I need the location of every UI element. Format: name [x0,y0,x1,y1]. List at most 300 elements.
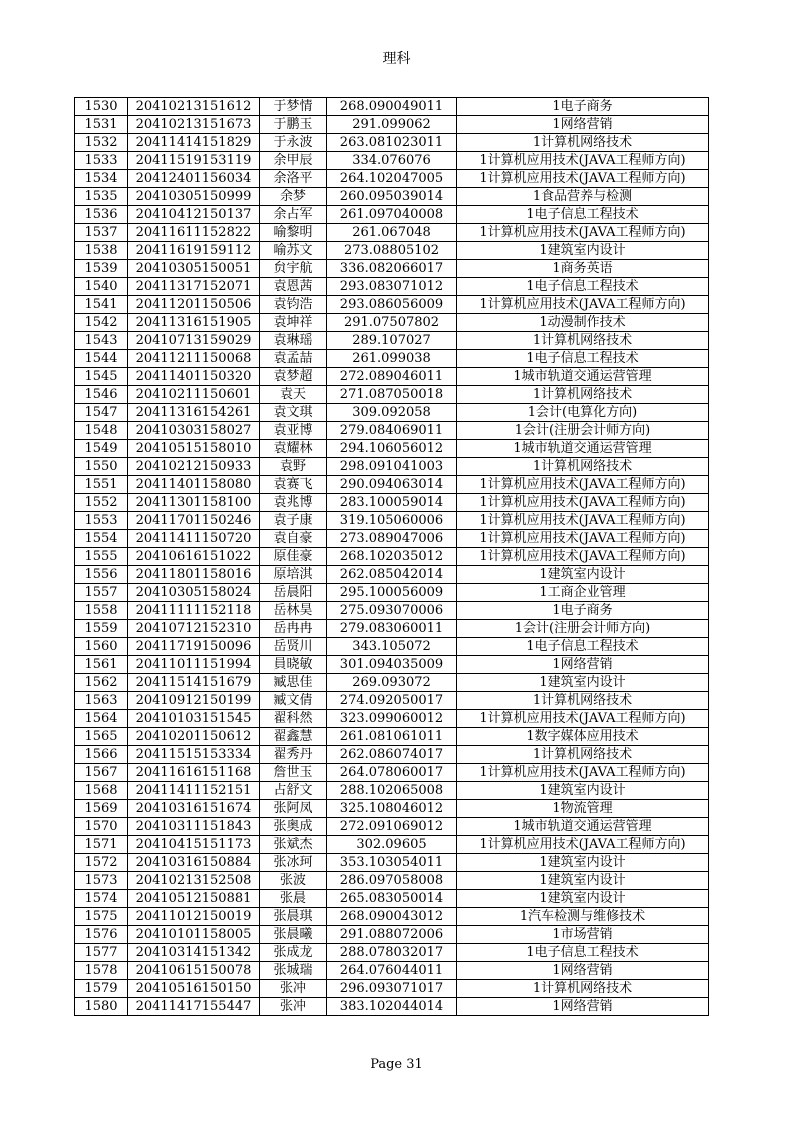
major-cell: 1计算机网络技术 [457,692,709,710]
score-cell: 265.083050014 [327,890,457,908]
table-row [75,152,709,170]
table-row [75,242,709,260]
row-number-cell: 1535 [75,188,128,206]
major-cell: 1计算机应用技术(JAVA工程师方向) [457,530,709,548]
major-cell: 1建筑室内设计 [457,872,709,890]
table-row [75,170,709,188]
exam-id-cell: 20411316154261 [128,404,260,422]
row-number-cell: 1570 [75,818,128,836]
student-name-cell: 张晨琪 [260,908,327,926]
table-row [75,98,709,116]
row-number-cell: 1543 [75,332,128,350]
major-cell: 1电子信息工程技术 [457,944,709,962]
major-cell: 1计算机网络技术 [457,134,709,152]
row-number-cell: 1571 [75,836,128,854]
exam-id-cell: 20411401158080 [128,476,260,494]
major-cell: 1商务英语 [457,260,709,278]
exam-id-cell: 20410412150137 [128,206,260,224]
student-name-cell: 袁琳瑶 [260,332,327,350]
row-number-cell: 1568 [75,782,128,800]
student-name-cell: 袁梦超 [260,368,327,386]
score-cell: 283.100059014 [327,494,457,512]
student-name-cell: 张冲 [260,980,327,998]
table-row [75,440,709,458]
score-cell: 271.087050018 [327,386,457,404]
exam-id-cell: 20410305158024 [128,584,260,602]
table-row [75,422,709,440]
row-number-cell: 1555 [75,548,128,566]
exam-id-cell: 20410912150199 [128,692,260,710]
table-row [75,566,709,584]
score-cell: 261.081061011 [327,728,457,746]
student-name-cell: 张成龙 [260,944,327,962]
score-cell: 334.076076 [327,152,457,170]
major-cell: 1计算机应用技术(JAVA工程师方向) [457,494,709,512]
student-name-cell: 张阿凤 [260,800,327,818]
major-cell: 1会计(注册会计师方向) [457,422,709,440]
table-row [75,278,709,296]
table-row [75,710,709,728]
student-name-cell: 翟鑫慧 [260,728,327,746]
score-cell: 290.094063014 [327,476,457,494]
exam-id-cell: 20410201150612 [128,728,260,746]
student-name-cell: 余甲辰 [260,152,327,170]
major-cell: 1计算机网络技术 [457,458,709,476]
major-cell: 1建筑室内设计 [457,890,709,908]
score-cell: 261.097040008 [327,206,457,224]
score-cell: 268.102035012 [327,548,457,566]
score-cell: 263.081023011 [327,134,457,152]
exam-id-cell: 20411111152118 [128,602,260,620]
score-cell: 268.090049011 [327,98,457,116]
exam-id-cell: 20411701150246 [128,512,260,530]
major-cell: 1电子商务 [457,602,709,620]
table-row [75,314,709,332]
table-row [75,224,709,242]
student-name-cell: 臧文倩 [260,692,327,710]
exam-id-cell: 20410712152310 [128,620,260,638]
score-cell: 269.093072 [327,674,457,692]
exam-id-cell: 20410305150999 [128,188,260,206]
row-number-cell: 1553 [75,512,128,530]
major-cell: 1计算机网络技术 [457,332,709,350]
major-cell: 1建筑室内设计 [457,242,709,260]
results-table [74,97,709,1016]
exam-id-cell: 20410213152508 [128,872,260,890]
row-number-cell: 1554 [75,530,128,548]
score-cell: 293.086056009 [327,296,457,314]
table-row [75,494,709,512]
exam-id-cell: 20410512150881 [128,890,260,908]
table-row [75,764,709,782]
major-cell: 1电子商务 [457,98,709,116]
major-cell: 1计算机应用技术(JAVA工程师方向) [457,296,709,314]
row-number-cell: 1566 [75,746,128,764]
table-row [75,638,709,656]
table-row [75,206,709,224]
student-name-cell: 袁耀林 [260,440,327,458]
page-number: Page 31 [370,1057,423,1072]
major-cell: 1城市轨道交通运营管理 [457,368,709,386]
exam-id-cell: 20410303158027 [128,422,260,440]
student-name-cell: 岳晨阳 [260,584,327,602]
row-number-cell: 1564 [75,710,128,728]
score-cell: 286.097058008 [327,872,457,890]
student-name-cell: 于永波 [260,134,327,152]
score-cell: 291.088072006 [327,926,457,944]
score-cell: 274.092050017 [327,692,457,710]
exam-id-cell: 20411211150068 [128,350,260,368]
student-name-cell: 袁孟喆 [260,350,327,368]
student-name-cell: 张冲 [260,998,327,1016]
table-row [75,332,709,350]
table-row [75,134,709,152]
major-cell: 1计算机应用技术(JAVA工程师方向) [457,170,709,188]
row-number-cell: 1550 [75,458,128,476]
score-cell: 289.107027 [327,332,457,350]
student-name-cell: 张晨 [260,890,327,908]
score-cell: 301.094035009 [327,656,457,674]
score-cell: 291.07507802 [327,314,457,332]
exam-id-cell: 20410316151674 [128,800,260,818]
table-row [75,890,709,908]
major-cell: 1会计(注册会计师方向) [457,620,709,638]
exam-id-cell: 20410615150078 [128,962,260,980]
table-row [75,782,709,800]
table-row [75,998,709,1016]
student-name-cell: 占舒文 [260,782,327,800]
student-name-cell: 翟科然 [260,710,327,728]
major-cell: 1计算机应用技术(JAVA工程师方向) [457,710,709,728]
row-number-cell: 1574 [75,890,128,908]
row-number-cell: 1538 [75,242,128,260]
row-number-cell: 1536 [75,206,128,224]
table-row [75,836,709,854]
exam-id-cell: 20410515158010 [128,440,260,458]
major-cell: 1动漫制作技术 [457,314,709,332]
table-row [75,800,709,818]
student-name-cell: 岳冉冉 [260,620,327,638]
table-row [75,296,709,314]
row-number-cell: 1539 [75,260,128,278]
exam-id-cell: 20411514151679 [128,674,260,692]
score-cell: 272.089046011 [327,368,457,386]
table-row [75,908,709,926]
student-name-cell: 袁坤祥 [260,314,327,332]
row-number-cell: 1560 [75,638,128,656]
exam-id-cell: 20411317152071 [128,278,260,296]
exam-id-cell: 20411411150720 [128,530,260,548]
major-cell: 1建筑室内设计 [457,674,709,692]
score-cell: 309.092058 [327,404,457,422]
row-number-cell: 1557 [75,584,128,602]
major-cell: 1汽车检测与维修技术 [457,908,709,926]
row-number-cell: 1558 [75,602,128,620]
major-cell: 1计算机应用技术(JAVA工程师方向) [457,512,709,530]
score-cell: 323.099060012 [327,710,457,728]
student-name-cell: 张冰珂 [260,854,327,872]
exam-id-cell: 20411611152822 [128,224,260,242]
score-cell: 295.100056009 [327,584,457,602]
student-name-cell: 袁自豪 [260,530,327,548]
score-cell: 279.083060011 [327,620,457,638]
row-number-cell: 1534 [75,170,128,188]
score-cell: 261.099038 [327,350,457,368]
major-cell: 1计算机应用技术(JAVA工程师方向) [457,224,709,242]
major-cell: 1计算机应用技术(JAVA工程师方向) [457,548,709,566]
exam-id-cell: 20411719150096 [128,638,260,656]
student-name-cell: 詹世玉 [260,764,327,782]
score-cell: 264.076044011 [327,962,457,980]
score-cell: 302.09605 [327,836,457,854]
exam-id-cell: 20411519153119 [128,152,260,170]
student-name-cell: 袁天 [260,386,327,404]
score-cell: 296.093071017 [327,980,457,998]
score-cell: 288.102065008 [327,782,457,800]
major-cell: 1电子信息工程技术 [457,206,709,224]
row-number-cell: 1531 [75,116,128,134]
score-cell: 288.078032017 [327,944,457,962]
row-number-cell: 1545 [75,368,128,386]
score-cell: 319.105060006 [327,512,457,530]
table-row [75,980,709,998]
exam-id-cell: 20410213151673 [128,116,260,134]
row-number-cell: 1547 [75,404,128,422]
student-name-cell: 喻黎明 [260,224,327,242]
major-cell: 1城市轨道交通运营管理 [457,440,709,458]
row-number-cell: 1540 [75,278,128,296]
exam-id-cell: 20410311151843 [128,818,260,836]
major-cell: 1数字媒体应用技术 [457,728,709,746]
major-cell: 1食品营养与检测 [457,188,709,206]
exam-id-cell: 20411012150019 [128,908,260,926]
row-number-cell: 1567 [75,764,128,782]
student-name-cell: 袁钧浩 [260,296,327,314]
student-name-cell: 贠宇航 [260,260,327,278]
table-row [75,620,709,638]
results-table-body [75,98,709,1016]
row-number-cell: 1577 [75,944,128,962]
table-row [75,962,709,980]
row-number-cell: 1551 [75,476,128,494]
exam-id-cell: 20410211150601 [128,386,260,404]
table-row [75,854,709,872]
row-number-cell: 1549 [75,440,128,458]
exam-id-cell: 20411316151905 [128,314,260,332]
student-name-cell: 于鹏玉 [260,116,327,134]
exam-id-cell: 20411011151994 [128,656,260,674]
student-name-cell: 袁野 [260,458,327,476]
exam-id-cell: 20410616151022 [128,548,260,566]
major-cell: 1城市轨道交通运营管理 [457,818,709,836]
student-name-cell: 岳贤川 [260,638,327,656]
exam-id-cell: 20411417155447 [128,998,260,1016]
exam-id-cell: 20410415151173 [128,836,260,854]
table-row [75,458,709,476]
major-cell: 1会计(电算化方向) [457,404,709,422]
exam-id-cell: 20412401156034 [128,170,260,188]
score-cell: 264.102047005 [327,170,457,188]
table-row [75,368,709,386]
exam-id-cell: 20411401150320 [128,368,260,386]
student-name-cell: 于梦情 [260,98,327,116]
exam-id-cell: 20411201150506 [128,296,260,314]
student-name-cell: 袁恩茜 [260,278,327,296]
score-cell: 273.089047006 [327,530,457,548]
row-number-cell: 1575 [75,908,128,926]
major-cell: 1建筑室内设计 [457,566,709,584]
exam-id-cell: 20410305150051 [128,260,260,278]
score-cell: 261.067048 [327,224,457,242]
row-number-cell: 1562 [75,674,128,692]
row-number-cell: 1541 [75,296,128,314]
score-cell: 325.108046012 [327,800,457,818]
table-row [75,386,709,404]
score-cell: 298.091041003 [327,458,457,476]
table-row [75,674,709,692]
student-name-cell: 袁兆博 [260,494,327,512]
row-number-cell: 1537 [75,224,128,242]
table-row [75,404,709,422]
table-row [75,656,709,674]
student-name-cell: 岳林昊 [260,602,327,620]
score-cell: 268.090043012 [327,908,457,926]
exam-id-cell: 20410212150933 [128,458,260,476]
table-row [75,728,709,746]
score-cell: 264.078060017 [327,764,457,782]
row-number-cell: 1579 [75,980,128,998]
student-name-cell: 袁文琪 [260,404,327,422]
row-number-cell: 1548 [75,422,128,440]
row-number-cell: 1533 [75,152,128,170]
row-number-cell: 1573 [75,872,128,890]
table-row [75,584,709,602]
student-name-cell: 臧思佳 [260,674,327,692]
student-name-cell: 袁子康 [260,512,327,530]
table-row [75,530,709,548]
row-number-cell: 1559 [75,620,128,638]
major-cell: 1网络营销 [457,998,709,1016]
table-row [75,926,709,944]
row-number-cell: 1556 [75,566,128,584]
page-header-title: 理科 [382,51,411,67]
student-name-cell: 袁赛飞 [260,476,327,494]
exam-id-cell: 20411619159112 [128,242,260,260]
exam-id-cell: 20410101158005 [128,926,260,944]
student-name-cell: 张晨曦 [260,926,327,944]
student-name-cell: 张波 [260,872,327,890]
major-cell: 1计算机网络技术 [457,980,709,998]
major-cell: 1网络营销 [457,962,709,980]
row-number-cell: 1569 [75,800,128,818]
exam-id-cell: 20410213151612 [128,98,260,116]
major-cell: 1计算机应用技术(JAVA工程师方向) [457,152,709,170]
exam-id-cell: 20410713159029 [128,332,260,350]
major-cell: 1网络营销 [457,656,709,674]
major-cell: 1电子信息工程技术 [457,278,709,296]
student-name-cell: 余洛平 [260,170,327,188]
table-row [75,116,709,134]
row-number-cell: 1546 [75,386,128,404]
score-cell: 383.102044014 [327,998,457,1016]
row-number-cell: 1578 [75,962,128,980]
row-number-cell: 1552 [75,494,128,512]
row-number-cell: 1532 [75,134,128,152]
student-name-cell: 原培淇 [260,566,327,584]
row-number-cell: 1561 [75,656,128,674]
score-cell: 353.103054011 [327,854,457,872]
score-cell: 272.091069012 [327,818,457,836]
row-number-cell: 1544 [75,350,128,368]
major-cell: 1物流管理 [457,800,709,818]
score-cell: 275.093070006 [327,602,457,620]
table-row [75,818,709,836]
exam-id-cell: 20410516150150 [128,980,260,998]
exam-id-cell: 20411515153334 [128,746,260,764]
exam-id-cell: 20411301158100 [128,494,260,512]
exam-id-cell: 20411616151168 [128,764,260,782]
major-cell: 1工商企业管理 [457,584,709,602]
score-cell: 294.106056012 [327,440,457,458]
student-name-cell: 张奥成 [260,818,327,836]
row-number-cell: 1572 [75,854,128,872]
major-cell: 1计算机应用技术(JAVA工程师方向) [457,476,709,494]
table-row [75,746,709,764]
table-row [75,260,709,278]
student-name-cell: 张斌杰 [260,836,327,854]
score-cell: 291.099062 [327,116,457,134]
score-cell: 336.082066017 [327,260,457,278]
student-name-cell: 余梦 [260,188,327,206]
row-number-cell: 1565 [75,728,128,746]
table-row [75,476,709,494]
table-row [75,872,709,890]
score-cell: 273.08805102 [327,242,457,260]
score-cell: 260.095039014 [327,188,457,206]
student-name-cell: 喻苏文 [260,242,327,260]
score-cell: 293.083071012 [327,278,457,296]
exam-id-cell: 20411414151829 [128,134,260,152]
major-cell: 1计算机网络技术 [457,386,709,404]
table-row [75,548,709,566]
exam-id-cell: 20411801158016 [128,566,260,584]
table-row [75,350,709,368]
score-cell: 343.105072 [327,638,457,656]
exam-id-cell: 20410103151545 [128,710,260,728]
student-name-cell: 余占军 [260,206,327,224]
major-cell: 1网络营销 [457,116,709,134]
row-number-cell: 1563 [75,692,128,710]
exam-id-cell: 20410314151342 [128,944,260,962]
table-row [75,944,709,962]
exam-id-cell: 20410316150884 [128,854,260,872]
score-cell: 279.084069011 [327,422,457,440]
major-cell: 1建筑室内设计 [457,854,709,872]
table-row [75,692,709,710]
student-name-cell: 翟秀丹 [260,746,327,764]
exam-id-cell: 20411411152151 [128,782,260,800]
major-cell: 1市场营销 [457,926,709,944]
major-cell: 1计算机网络技术 [457,746,709,764]
major-cell: 1电子信息工程技术 [457,350,709,368]
score-cell: 262.086074017 [327,746,457,764]
row-number-cell: 1542 [75,314,128,332]
row-number-cell: 1530 [75,98,128,116]
major-cell: 1计算机应用技术(JAVA工程师方向) [457,764,709,782]
major-cell: 1计算机应用技术(JAVA工程师方向) [457,836,709,854]
student-name-cell: 員晓敏 [260,656,327,674]
table-row [75,188,709,206]
